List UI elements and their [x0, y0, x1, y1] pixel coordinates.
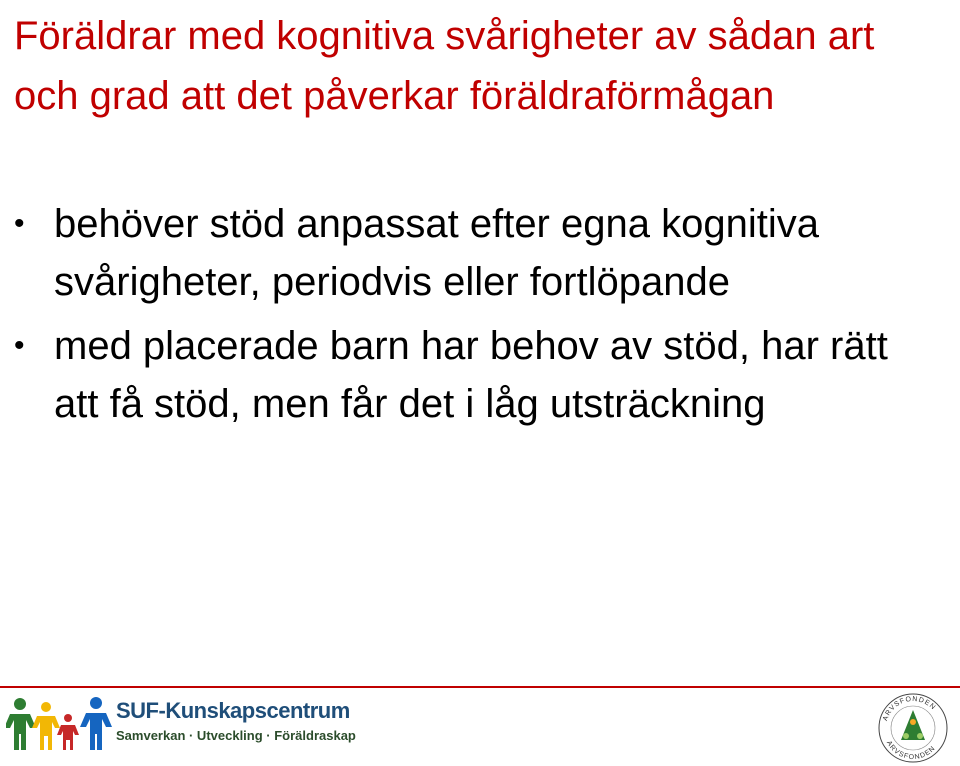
logo-name: SUF-Kunskapscentrum — [116, 698, 350, 723]
bullet-item — [14, 195, 934, 311]
svg-text:ARVSFONDEN: ARVSFONDEN — [882, 695, 937, 722]
bullet-text: behöver stöd anpassat efter egna kognitiva svårigheter, periodvis eller fortlöpande — [54, 202, 819, 304]
bullet-list — [14, 195, 934, 439]
svg-text:ARVSFONDEN: ARVSFONDEN — [884, 739, 938, 762]
arvsfonden-seal-icon — [876, 692, 950, 764]
logo-tagline: Samverkan · Utveckling · Föräldraskap — [116, 728, 356, 743]
footer-divider — [0, 686, 960, 688]
bullet-dot-icon: • — [14, 329, 25, 362]
family-figures-icon — [6, 694, 116, 752]
bullet-item — [14, 317, 934, 433]
slide-title: Föräldrar med kognitiva svårigheter av sådan art och grad att det påverkar föräldraförmågan — [14, 14, 875, 118]
bullet-dot-icon: • — [14, 207, 25, 240]
bullet-text: med placerade barn har behov av stöd, har rätt att få stöd, men får det i låg utsträckning — [54, 324, 888, 426]
suf-logo — [6, 694, 356, 754]
